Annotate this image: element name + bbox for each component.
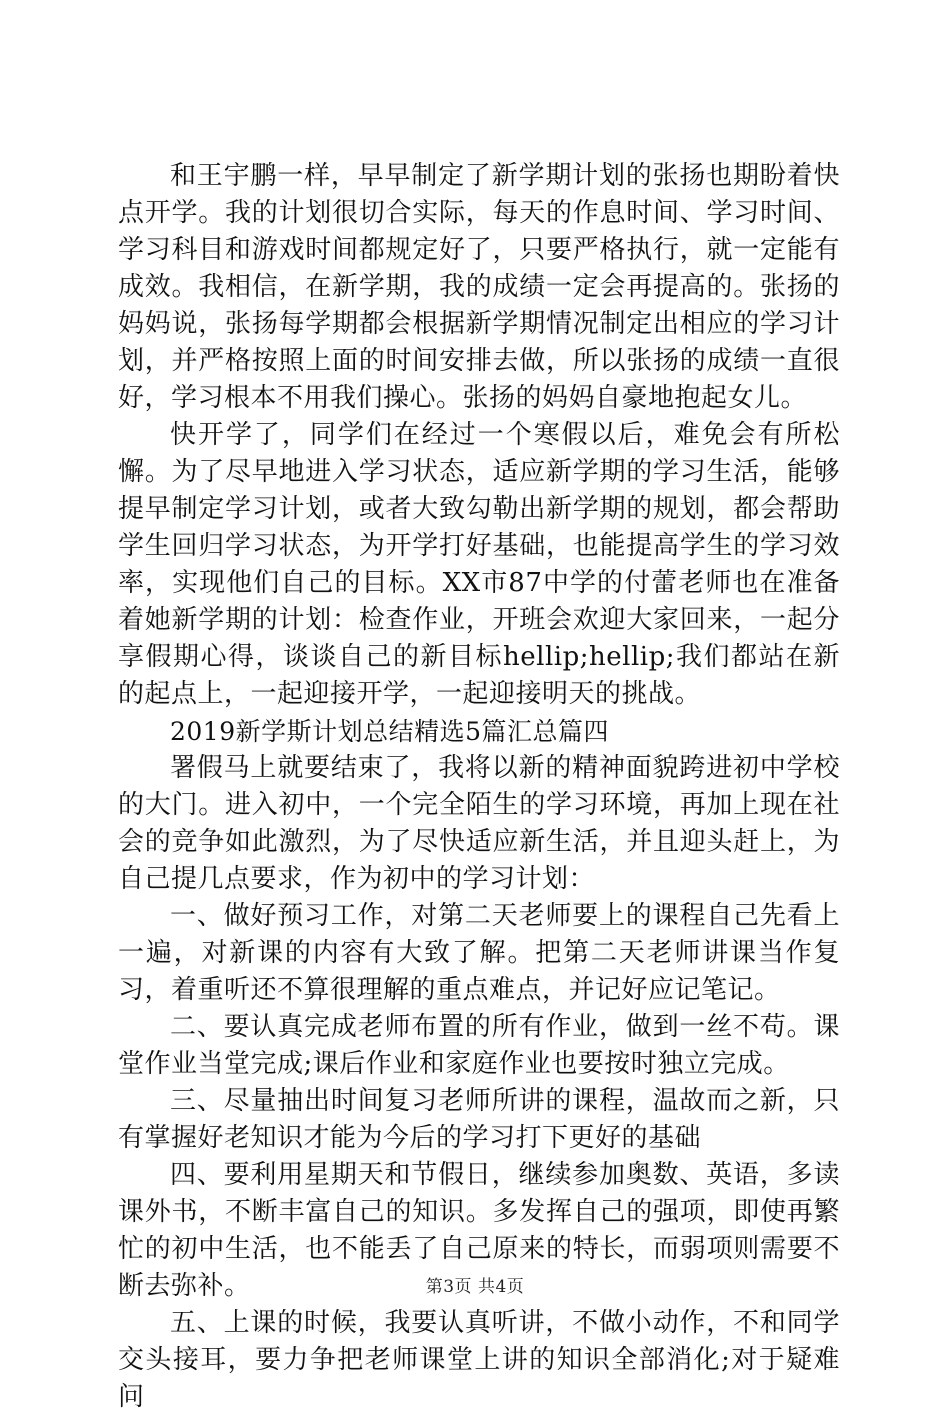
paragraph: 一、做好预习工作，对第二天老师要上的课程自己先看上一遍，对新课的内容有大致了解。把第二天老师讲课当作复习，着重听还不算很理解的重点难点，并记好应记笔记。: [118, 901, 840, 1005]
paragraph: 三、尽量抽出时间复习老师所讲的课程，温故而之新，只有掌握好老知识才能为今后的学习打下更好的基础: [118, 1086, 840, 1153]
paragraph: 署假马上就要结束了，我将以新的精神面貌跨进初中学校的大门。进入初中，一个完全陌生的学习环境，再加上现在社会的竞争如此激烈，为了尽快适应新生活，并且迎头赶上，为自己提几点要求，作为初中的学习计划：: [118, 753, 840, 894]
paragraph: 五、上课的时候，我要认真听讲，不做小动作，不和同学交头接耳，要力争把老师课堂上讲的知识全部消化;对于疑难问: [118, 1308, 840, 1412]
page-number-footer: 第3页 共4页: [425, 1277, 525, 1297]
section-heading: 2019新学斯计划总结精选5篇汇总篇四: [170, 717, 610, 746]
paragraph: 快开学了，同学们在经过一个寒假以后，难免会有所松懈。为了尽早地进入学习状态，适应新学期的学习生活，能够提早制定学习计划，或者大致勾勒出新学期的规划，都会帮助学生回归学习状态，为开学打好基础，也能提高学生的学习效率，实现他们自己的目标。XX市87中学的付蕾老师也在准备着她新学期的计划：检查作业，开班会欢迎大家回来，一起分享假期心得，谈谈自己的新目标hellip;hellip;我们都站在新的起点上，一起迎接开学，一起迎接明天的挑战。: [118, 420, 840, 709]
paragraph: 四、要利用星期天和节假日，继续参加奥数、英语，多读课外书，不断丰富自己的知识。多发挥自己的强项，即使再繁忙的初中生活，也不能丢了自己原来的特长，而弱项则需要不断去弥补。: [118, 1160, 840, 1301]
document-body: [118, 158, 840, 1416]
paragraph: 和王宇鹏一样，早早制定了新学期计划的张扬也期盼着快点开学。我的计划很切合实际，每天的作息时间、学习时间、学习科目和游戏时间都规定好了，只要严格执行，就一定能有成效。我相信，在新学期，我的成绩一定会再提高的。张扬的妈妈说，张扬每学期都会根据新学期情况制定出相应的学习计划，并严格按照上面的时间安排去做，所以张扬的成绩一直很好，学习根本不用我们操心。张扬的妈妈自豪地抱起女儿。: [118, 161, 840, 413]
paragraph: 二、要认真完成老师布置的所有作业，做到一丝不苟。课堂作业当堂完成;课后作业和家庭作业也要按时独立完成。: [118, 1012, 840, 1079]
